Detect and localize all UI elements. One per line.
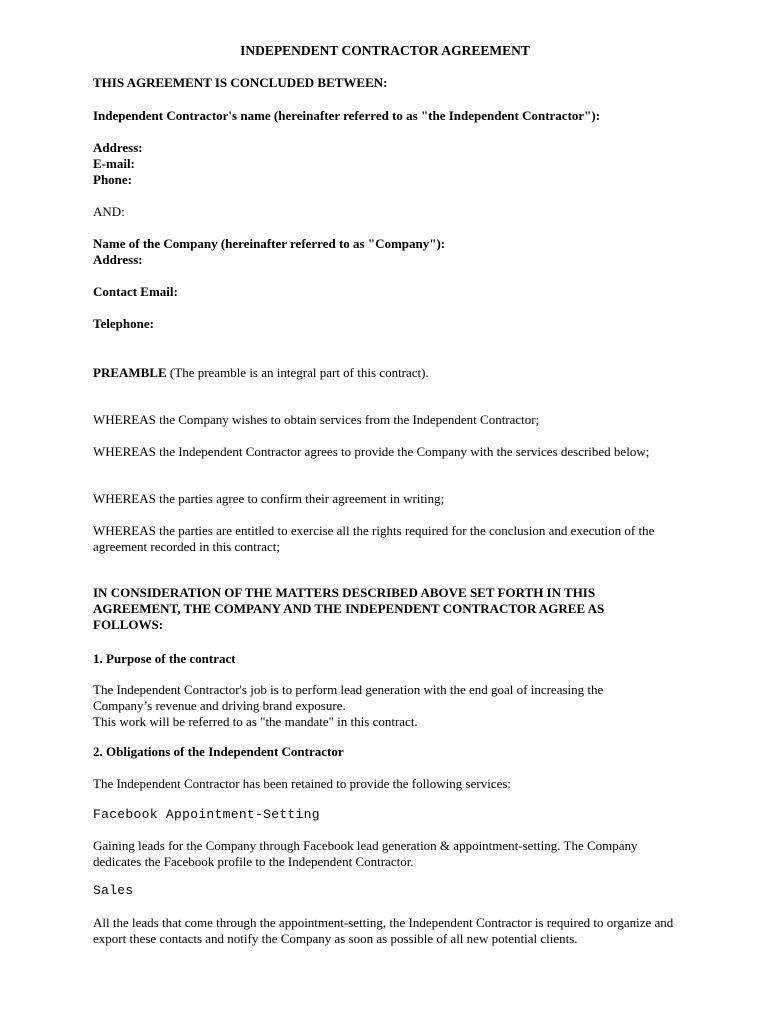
service-2-title: Sales [93,883,134,898]
section-2-intro: The Independent Contractor has been retained to provide the following services: [93,776,512,791]
company-telephone-label: Telephone: [93,316,154,331]
section-2-heading: 2. Obligations of the Independent Contractor [93,744,344,759]
concluded-between-heading: THIS AGREEMENT IS CONCLUDED BETWEEN: [93,75,388,90]
contractor-contact-block [93,140,693,188]
preamble-note: (The preamble is an integral part of this contract). [166,365,429,380]
service-1-text: Gaining leads for the Company through Facebook lead generation & appointment-setting. The Company dedicates the Facebook profile to the Independent Contractor. [93,838,638,869]
whereas-clause-3: WHEREAS the parties agree to confirm their agreement in writing; [93,491,445,506]
company-address-label: Address: [93,252,143,267]
company-contact-email-label: Contact Email: [93,284,178,299]
company-name-label: Name of the Company (hereinafter referred to as "Company"): [93,236,446,251]
document-title: INDEPENDENT CONTRACTOR AGREEMENT [240,43,530,58]
preamble [93,365,693,381]
contractor-name-label: Independent Contractor's name (hereinafter referred to as "the Independent Contractor"): [93,108,601,123]
contractor-email-label: E-mail: [93,156,135,171]
section-1-text [93,682,663,730]
contractor-address-label: Address: [93,140,143,155]
whereas-clause-1: WHEREAS the Company wishes to obtain services from the Independent Contractor; [93,412,540,427]
contractor-phone-label: Phone: [93,172,132,187]
preamble-heading: PREAMBLE [93,365,167,380]
whereas-clause-2: WHEREAS the Independent Contractor agrees to provide the Company with the services described below; [93,444,650,459]
service-1-title: Facebook Appointment-Setting [93,807,320,822]
consideration-heading: IN CONSIDERATION OF THE MATTERS DESCRIBED ABOVE SET FORTH IN THIS AGREEMENT, THE COMPANY AND THE INDEPENDENT CONTRACTOR AGREE AS FOLLOWS: [93,585,605,632]
section-1-text-line-2: This work will be referred to as "the mandate" in this contract. [93,714,418,729]
and-label: AND: [93,204,125,219]
section-1-text-line-1: The Independent Contractor's job is to perform lead generation with the end goal of increasing the Company’s revenue and driving brand exposure. [93,682,604,713]
whereas-clause-4: WHEREAS the parties are entitled to exercise all the rights required for the conclusion and execution of the agreement recorded in this contract; [93,523,655,554]
section-1-heading: 1. Purpose of the contract [93,651,236,666]
company-block [93,236,693,268]
service-2-text: All the leads that come through the appointment-setting, the Independent Contractor is required to organize and export these contacts and notify the Company as soon as possible of all new potential clients. [93,915,674,946]
